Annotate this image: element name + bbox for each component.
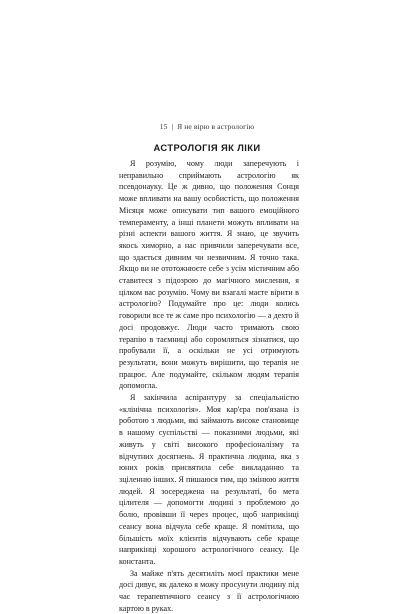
paragraph: Я розумію, чому люди заперечують і неправильно сприймають астрологію як псевдонауку. Це ж дивно, що положення Сонця може впливати на вашу особистість, що положення Місяця може описувати тип вашого емоційного темпераменту, а інші планети можуть впливати на різні аспекти вашого життя. Я знаю, це звучить якось химорно, а нас привчили заперечувати все, що здається дивним чи незвичним. Я точно така. Якщо ви не ототожнюєте себе з усім містичним або ставитеся з підозрою до магічного мислення, я цілком вас розумію. Чому ви взагалі маєте вірити в астрологію? Подумайте про це: люди колись говорили все те ж саме про психологію — а дехто й досі продовжує. Люди часто тримають свою терапію в таємниці або соромляться зізнатися, що пробували її, а оскільки не усі отримують результати, вони можуть вирішити, що терапія не працює. Але подумайте, скільком людям терапія допомогла.	[119, 159, 299, 391]
running-head	[0, 122, 414, 131]
page-number: 15	[159, 122, 168, 131]
chapter-title: АСТРОЛОГІЯ ЯК ЛІКИ	[153, 142, 261, 153]
running-head-title: Я не вірю в астрологію	[177, 122, 255, 131]
running-head-separator: |	[171, 122, 174, 131]
paragraph: Я закінчила аспірантуру за спеціальністю «клінічна психологія». Моя кар'єра пов'язана із роботою з людьми, які займають високе становище в нашому суспільстві — показними людьми, які живуть у світі високого професіоналізму та відчутних досягнень. Я практична людина, яка з юних років присвятила себе викладанню та зціленню інших. Я пишаюся тим, що змінюю життя людей. Я зосереджена на результаті, бо мета цілителя — допомогти людині з проблемою до болю, провівши її через процес, щоб наприкінці сеансу вона відчула себе краще. Я помітила, що більшість моїх клієнтів відчувають себе краще наприкінці хорошого астрологічного сеансу. Це константа.	[119, 393, 299, 566]
paragraph: За майже п'ять десятиліть моєї практики мене досі дивує, як далеко я можу просунути людину під час терапевтичного сеансу з її астрологічною картою в руках.	[119, 568, 299, 613]
body-text	[119, 158, 299, 614]
